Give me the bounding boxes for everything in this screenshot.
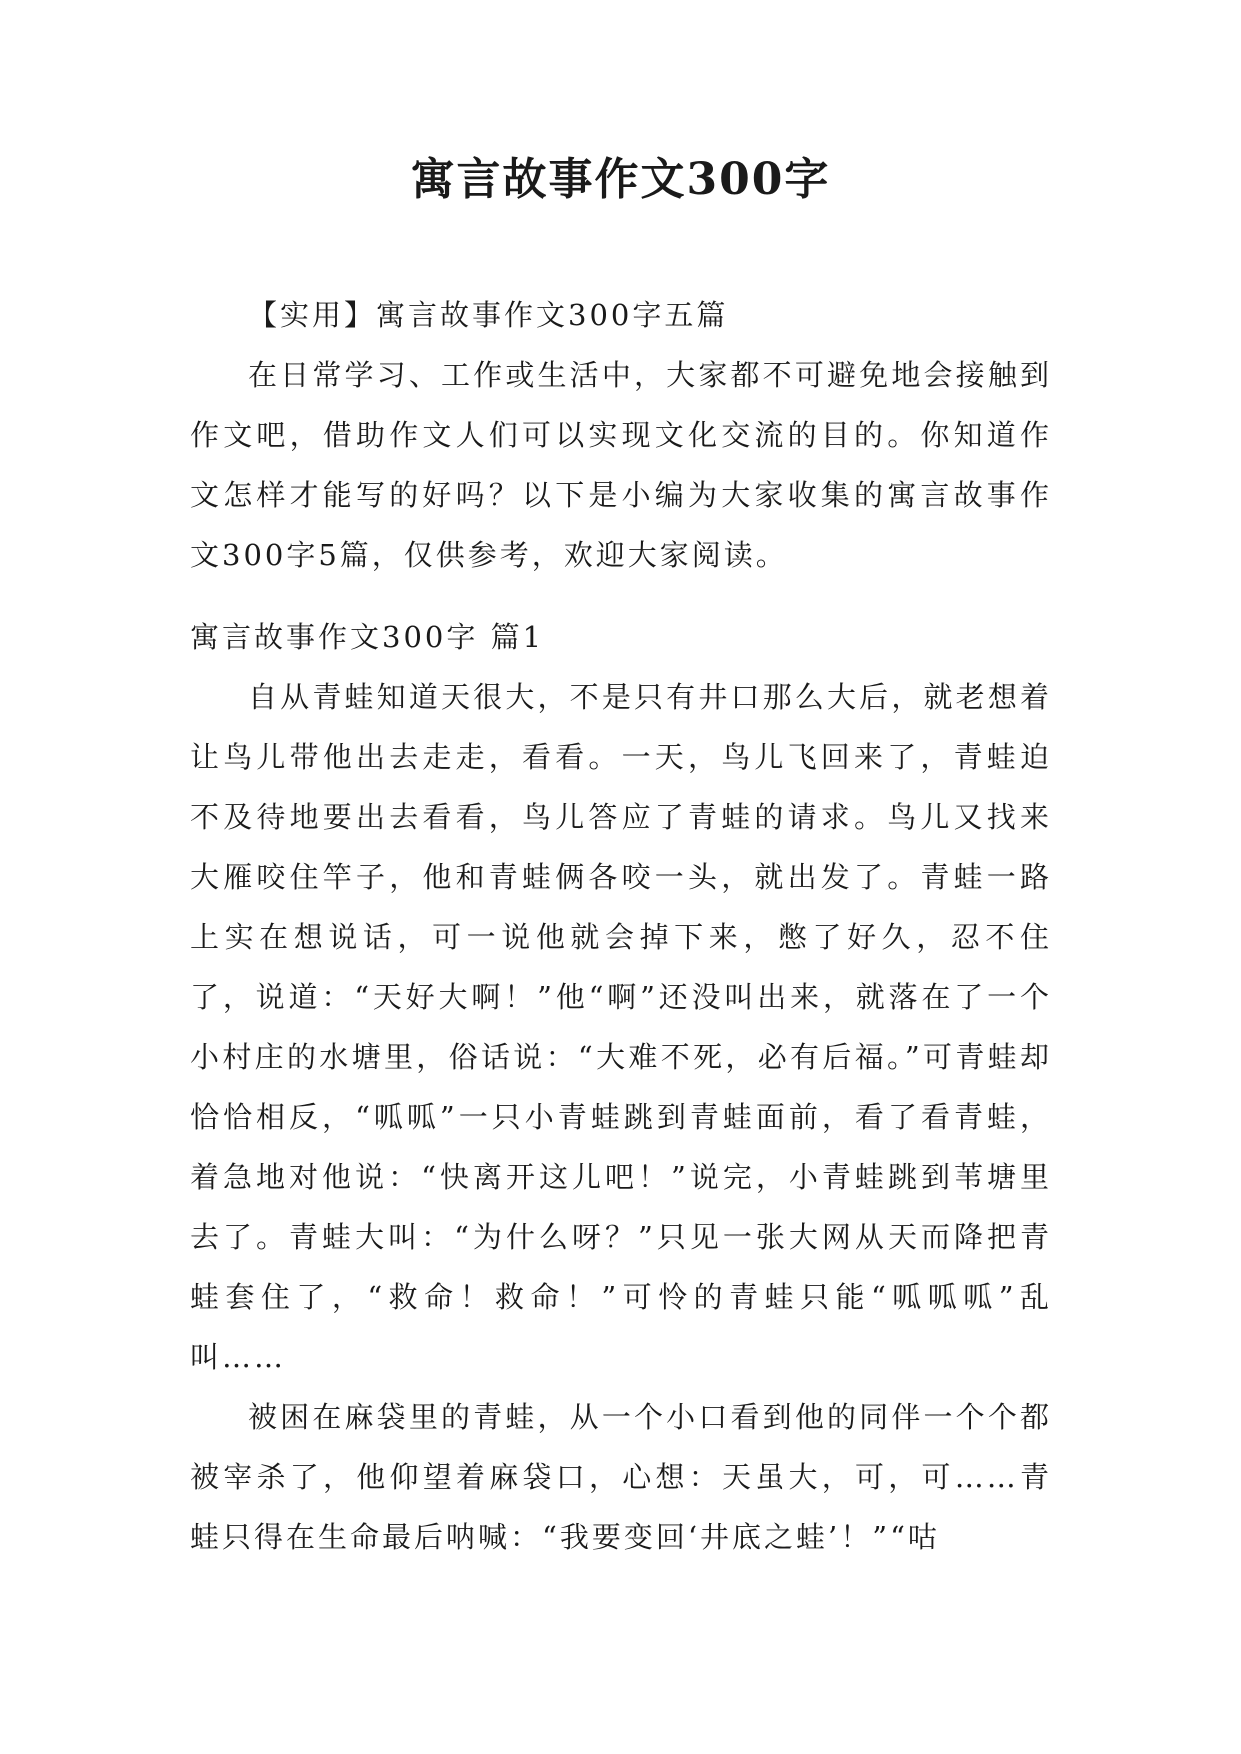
document-subtitle: 【实用】寓言故事作文300字五篇 <box>248 298 729 332</box>
article-section <box>190 607 1052 1567</box>
document-title: 寓言故事作文300字 <box>410 154 831 205</box>
intro-section <box>190 285 1052 585</box>
section-heading: 寓言故事作文300字 篇1 <box>190 620 545 654</box>
intro-paragraph: 在日常学习、工作或生活中，大家都不可避免地会接触到作文吧，借助作文人们可以实现文化交流的目的。你知道作文怎样才能写的好吗？以下是小编为大家收集的寓言故事作文300字5篇，仅供参考，欢迎大家阅读。 <box>190 358 1052 572</box>
story-paragraph-1: 自从青蛙知道天很大，不是只有井口那么大后，就老想着让鸟儿带他出去走走，看看。一天，鸟儿飞回来了，青蛙迫不及待地要出去看看，鸟儿答应了青蛙的请求。鸟儿又找来大雁咬住竿子，他和青蛙俩各咬一头，就出发了。青蛙一路上实在想说话，可一说他就会掉下来，憋了好久，忍不住了，说道：“天好大啊！”他“啊”还没叫出来，就落在了一个小村庄的水塘里，俗话说：“大难不死，必有后福。”可青蛙却恰恰相反，“呱呱”一只小青蛙跳到青蛙面前，看了看青蛙，着急地对他说：“快离开这儿吧！”说完，小青蛙跳到苇塘里去了。青蛙大叫：“为什么呀？”只见一张大网从天而降把青蛙套住了，“救命！救命！”可怜的青蛙只能“呱呱呱”乱叫…… <box>190 680 1052 1374</box>
story-paragraph-2: 被困在麻袋里的青蛙，从一个小口看到他的同伴一个个都被宰杀了，他仰望着麻袋口，心想：天虽大，可，可……青蛙只得在生命最后呐喊：“我要变回‘井底之蛙’！”“咕 <box>190 1400 1052 1554</box>
